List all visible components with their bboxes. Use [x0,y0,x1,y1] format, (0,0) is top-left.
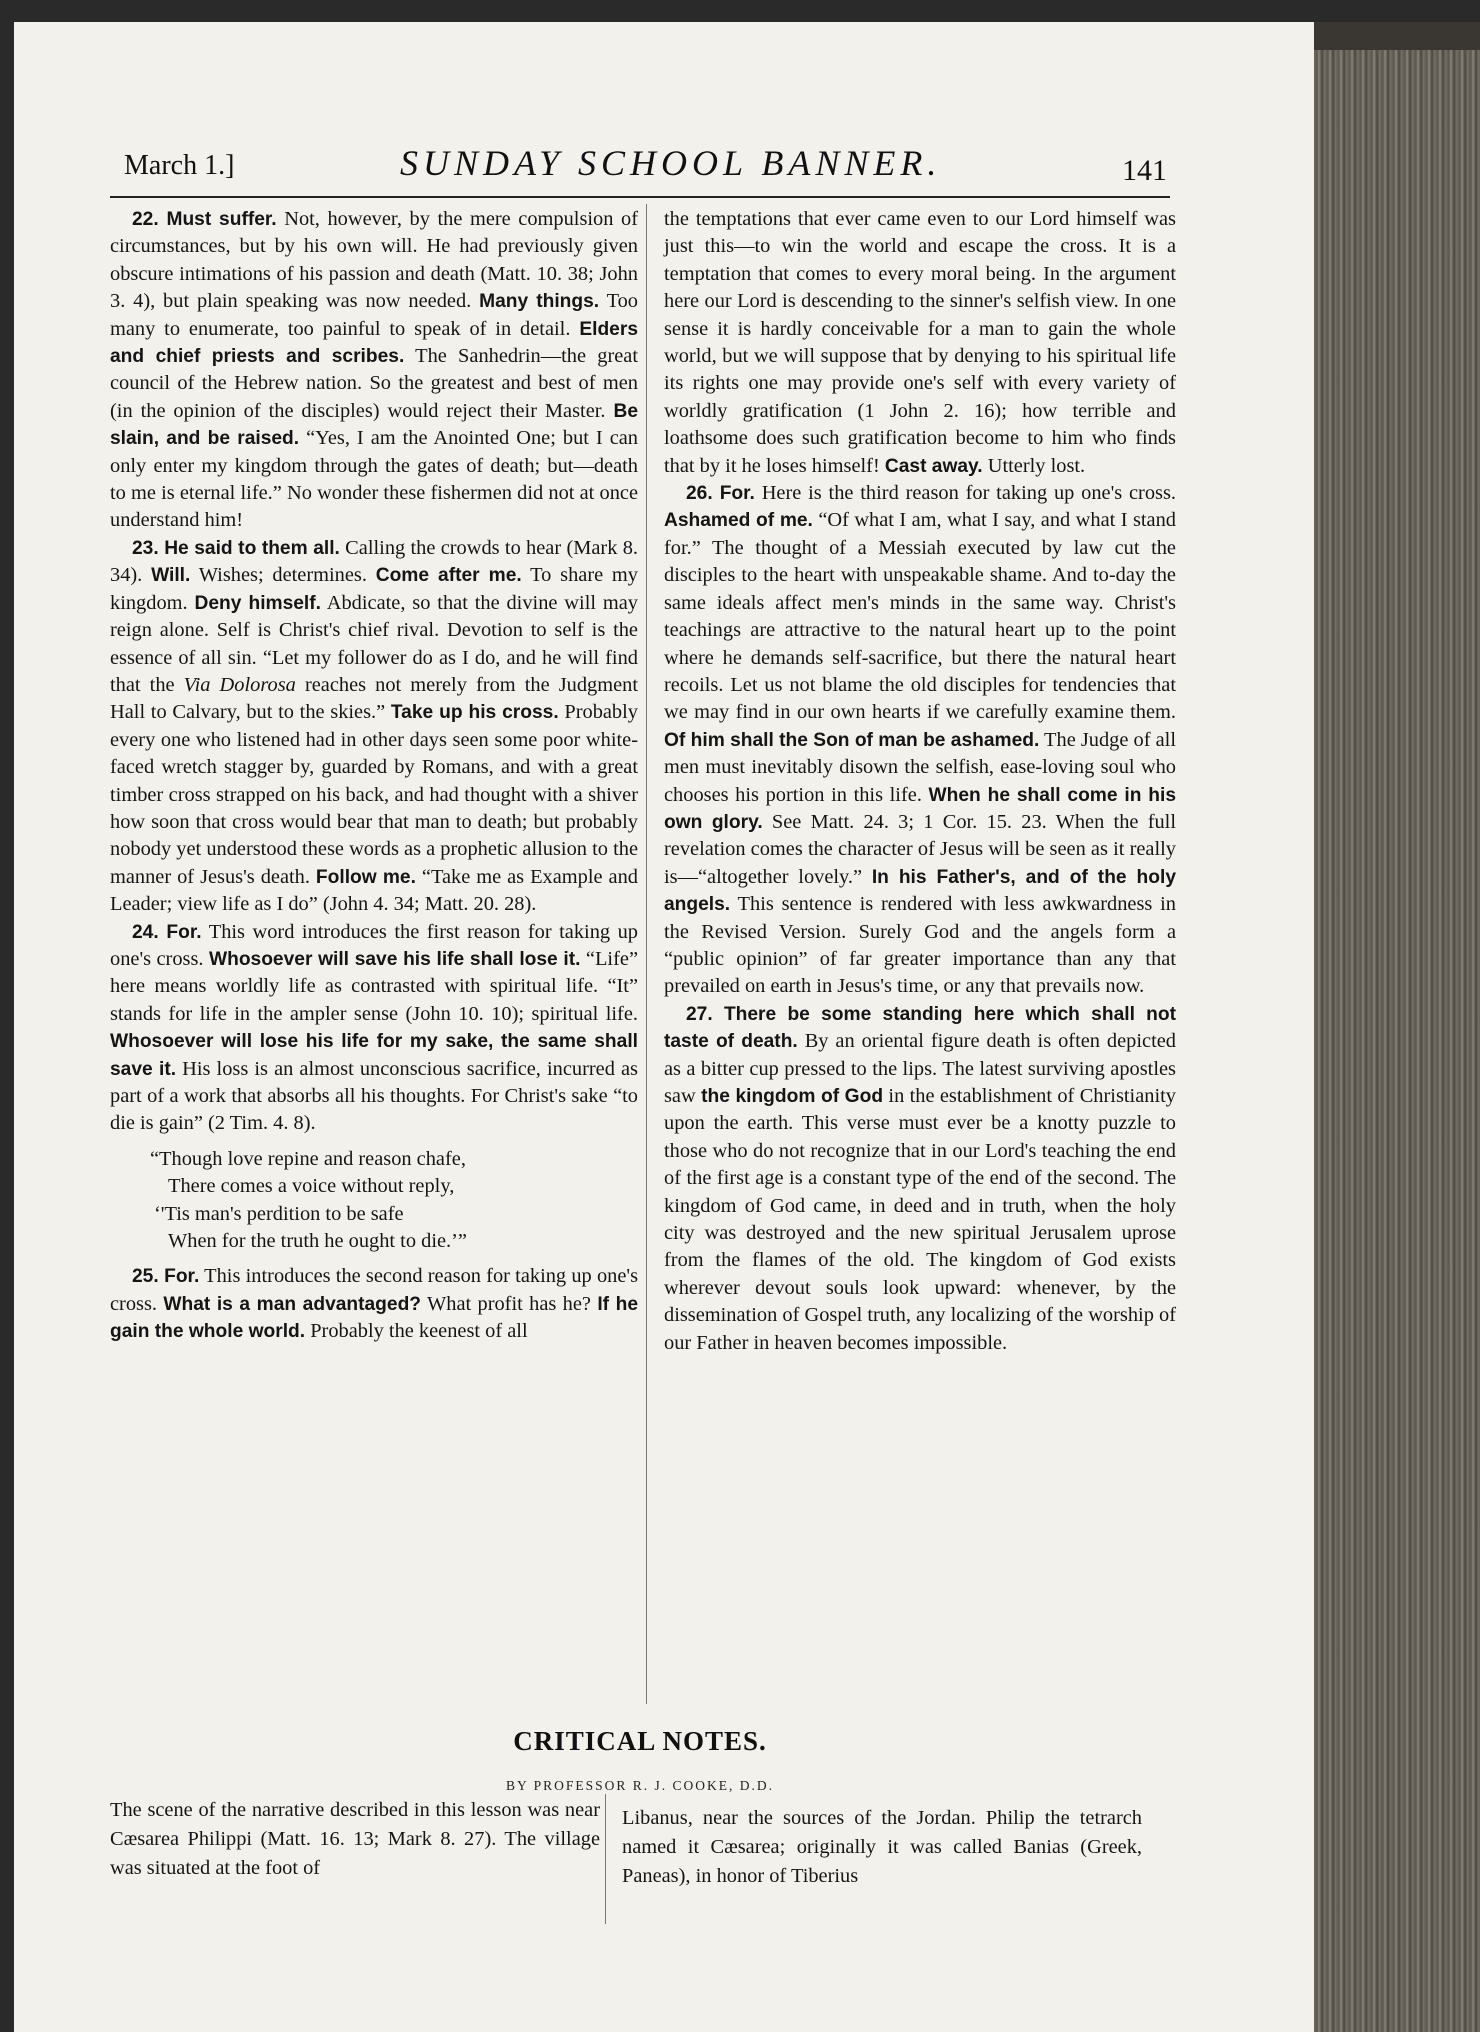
verse-24: 24. For. This word introduces the first reason for taking up one's cross. Whosoever will save his life shall lose it. “Life” here means worldly life as contrasted with spiritual life. “It” stands for life in the ampler sense (John 10. 10); spiritual life. Whosoever will lose his life for my sake, the same shall save it. His loss is an almost unconscious sacrifice, incurred as part of a work that absorbs all his thoughts. For Christ's sake “to die is gain” (2 Tim. 4. 8). [110,920,638,1135]
verse-25-continued: the temptations that ever came even to our Lord himself was just this—to win the world and escape the cross. It is a temptation that comes to every moral being. In the argument here our Lord is descending to the sinner's selfish view. In one sense it is hardly conceivable for a man to gain the whole world, but we will suppose that by denying to his spiritual life its rights one may provide one's self with every variety of worldly gratification (1 John 2. 16); how terrible and loathsome does such gratification become to him who finds that by it he loses himself! Cast away. Utterly lost. [664,208,1176,477]
left-column [110,206,638,1346]
header-title: SUNDAY SCHOOL BANNER. [400,143,942,183]
poem-line: When for the truth he ought to die.’” [168,1230,467,1253]
header-rule [110,196,1170,198]
verse-27-heading: 27. There be some standing here which shall not taste of death. [664,1003,1176,1053]
verse-26-heading: 26. For. [686,483,755,505]
poem-line: “Though love repine and reason chafe, [150,1147,466,1170]
critical-notes-right: Libanus, near the sources of the Jordan. Philip the tetrarch named it Cæsarea; originally it was called Banias (Greek, Paneas), in honor of Tiberius [622,1807,1142,1887]
verse-23-heading: 23. He said to them all. [132,537,340,559]
poem-line: There comes a voice without reply, [168,1175,455,1198]
scan-border-top [0,0,1480,22]
column-divider [646,204,647,1704]
header-date: March 1.] [124,150,235,181]
critical-notes-left: The scene of the narrative described in this lesson was near Cæsarea Philippi (Matt. 16. 13; Mark 8. 27). The village was situated at the foot of [110,1799,600,1879]
scan-border-left [0,0,14,2032]
verse-24-heading: 24. For. [132,921,202,943]
verse-25-heading: 25. For. [132,1266,200,1288]
right-column [664,206,1176,1357]
poem-quote [110,1146,638,1256]
critical-notes-title: CRITICAL NOTES. [513,1726,767,1756]
book-page-edges [1314,50,1480,2032]
poem-line: ‘'Tis man's perdition to be safe [154,1202,404,1225]
verse-26: 26. For. Here is the third reason for taking up one's cross. Ashamed of me. “Of what I am, what I say, and what I stand for.” The thought of a Messiah executed by law cut the disciples to the heart with unspeakable shame. And to-day the same ideals affect men's minds in the same way. Christ's teachings are attractive to the natural heart up to the point where he demands self-sacrifice, but there the natural heart recoils. Let us not blame the old disciples for tendencies that we may find in our own hearts if we carefully examine them. Of him shall the Son of man be ashamed. The Judge of all men must inevitably disown the selfish, ease-loving soul who chooses his portion in this life. When he shall come in his own glory. See Matt. 24. 3; 1 Cor. 15. 23. When the full revelation comes the character of Jesus will be seen as it really is—“altogether lovely.” In his Father's, and of the holy angels. This sentence is rendered with less awkwardness in the Revised Version. Surely God and the angels form a “public opinion” of far greater importance than any that prevailed on earth in Jesus's time, or any that prevails now. [664,482,1177,998]
verse-22: 22. Must suffer. Not, however, by the mere compulsion of circumstances, but by his own will. He had previously given obscure intimations of his passion and death (Matt. 10. 38; John 3. 4), but plain speaking was now needed. Many things. Too many to enumerate, too painful to speak of in detail. Elders and chief priests and scribes. The Sanhedrin—the great council of the Hebrew nation. So the greatest and best of men (in the opinion of the disciples) would reject their Master. Be slain, and be raised. “Yes, I am the Anointed One; but I can only enter my kingdom through the gates of death; but—death to me is eternal life.” No wonder these fishermen did not at once understand him! [110,208,639,532]
page-number: 141 [1122,154,1167,187]
verse-27: 27. There be some standing here which shall not taste of death. By an oriental figure death is often depicted as a bitter cup pressed to the lips. The latest surviving apostles saw the kingdom of God in the establishment of Christianity upon the earth. This verse must ever be a knotty puzzle to those who do not recognize that in our Lord's teaching the end of the first age is a constant type of the end of the second. The kingdom of God came, in deed and in truth, when the holy city was destroyed and the new spiritual Jerusalem uprose from the flames of the old. The kingdom of God exists wherever devout souls look upward: whenever, by the dissemination of Gospel truth, any localizing of the worship of our Father in heaven becomes impossible. [664,1003,1176,1354]
verse-25: 25. For. This introduces the second reason for taking up one's cross. What is a man advantaged? What profit has he? If he gain the whole world. Probably the keenest of all [110,1265,638,1343]
critical-notes-byline: BY PROFESSOR R. J. COOKE, D.D. [505,1778,775,1793]
running-head [110,132,1180,192]
verse-23: 23. He said to them all. Calling the crowds to hear (Mark 8. 34). Will. Wishes; determines. Come after me. To share my kingdom. Deny himself. Abdicate, so that the divine will may reign alone. Self is Christ's chief rival. Devotion to self is the essence of all sin. “Let my follower do as I do, and he will find that the Via Dolorosa reaches not merely from the Judgment Hall to Calvary, but to the skies.” Take up his cross. Probably every one who listened had in other days seen some poor white-faced wretch stagger by, guarded by Romans, and with a great timber cross strapped on his back, and had thought with a shiver how soon that cross would bear that man to death; but probably nobody yet understood these words as a prophetic allusion to the manner of Jesus's death. Follow me. “Take me as Example and Leader; view life as I do” (John 4. 34; Matt. 20. 28). [110,536,639,916]
notes-column-divider [605,1794,606,1924]
verse-22-heading: 22. Must suffer. [132,209,277,230]
